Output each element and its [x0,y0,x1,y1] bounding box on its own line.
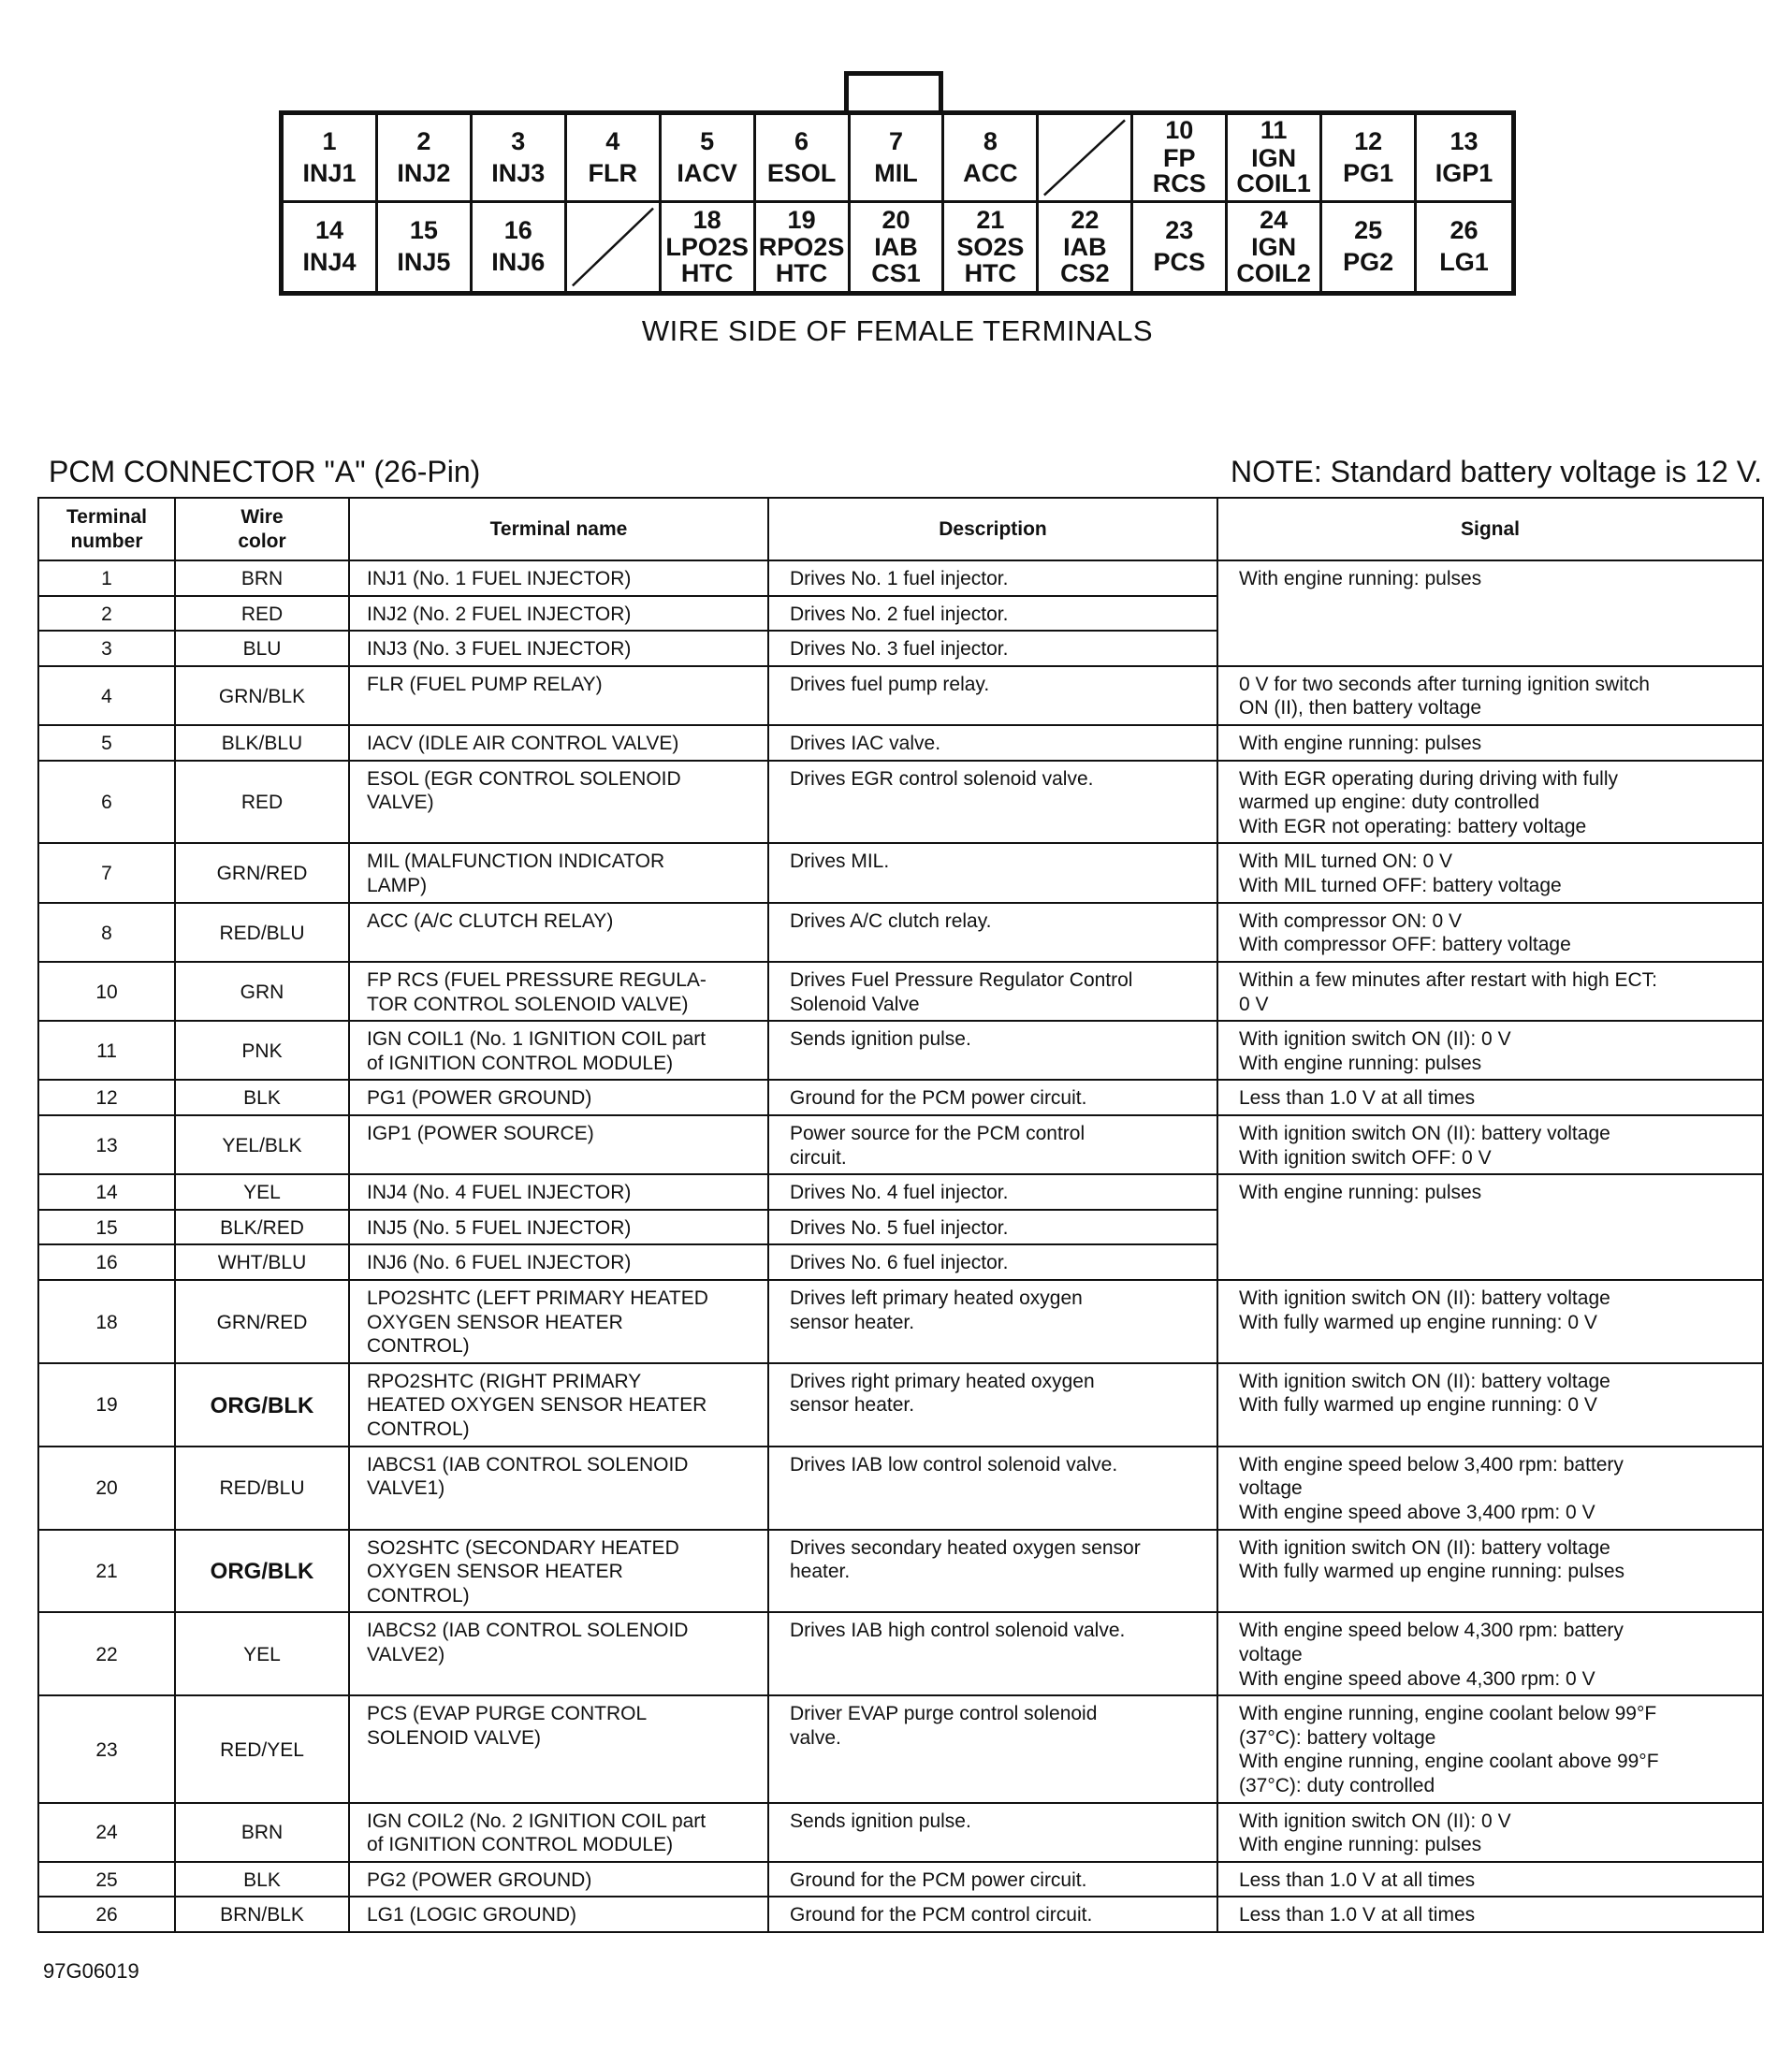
pin-number: 6 [794,126,809,155]
pin-number: 19 [787,205,816,234]
terminal-name: IACV (IDLE AIR CONTROL VALVE) [349,725,768,761]
terminal-name: SO2SHTC (SECONDARY HEATED OXYGEN SENSOR HEATER CONTROL) [349,1530,768,1613]
connector-pin [473,203,567,291]
terminal-name: RPO2SHTC (RIGHT PRIMARY HEATED OXYGEN SENSOR HEATER CONTROL) [349,1363,768,1447]
terminal-number: 14 [38,1174,175,1210]
signal: With ignition switch ON (II): battery voltage With fully warmed up engine running: pulses [1217,1530,1763,1613]
wire-color: BRN/BLK [175,1897,349,1932]
connector-pin [1322,203,1417,291]
wire-color: GRN/RED [175,1280,349,1363]
pin-number: 12 [1354,126,1383,155]
connector-pin [1228,203,1322,291]
wire-color: BLU [175,631,349,666]
terminal-description: Drives left primary heated oxygen sensor heater. [768,1280,1217,1363]
terminal-name: ACC (A/C CLUTCH RELAY) [349,903,768,962]
terminal-name: FLR (FUEL PUMP RELAY) [349,666,768,725]
terminal-number: 3 [38,631,175,666]
terminal-name: ESOL (EGR CONTROL SOLENOID VALVE) [349,761,768,844]
terminal-description: Drives fuel pump relay. [768,666,1217,725]
terminal-number: 18 [38,1280,175,1363]
terminal-number: 16 [38,1244,175,1280]
table-row [38,1021,1763,1080]
table-row [38,1280,1763,1363]
terminal-name: MIL (MALFUNCTION INDICATOR LAMP) [349,843,768,902]
connector-pin [944,115,1039,203]
terminal-number: 25 [38,1862,175,1897]
signal: With engine running: pulses [1217,560,1763,666]
terminal-description: Drives No. 5 fuel injector. [768,1210,1217,1245]
signal: Less than 1.0 V at all times [1217,1862,1763,1897]
terminal-description: Drives Fuel Pressure Regulator Control Solenoid Valve [768,962,1217,1021]
wire-color: RED/BLU [175,1447,349,1530]
table-row [38,1862,1763,1897]
wire-color: YEL/BLK [175,1115,349,1174]
connector-pin [756,115,851,203]
header-description: Description [768,498,1217,560]
wire-color: RED/YEL [175,1695,349,1802]
connector-pin [662,203,756,291]
terminal-name: IGN COIL1 (No. 1 IGNITION COIL part of IGNITION CONTROL MODULE) [349,1021,768,1080]
wire-color: RED [175,761,349,844]
connector-caption: WIRE SIDE OF FEMALE TERMINALS [641,314,1154,347]
terminal-name: INJ4 (No. 4 FUEL INJECTOR) [349,1174,768,1210]
table-row [38,1115,1763,1174]
pin-number: 5 [700,126,715,155]
pin-number: 14 [314,216,343,245]
unused-pin-slash [567,203,659,291]
pin-number: 11 [1260,116,1288,145]
terminal-name: INJ1 (No. 1 FUEL INJECTOR) [349,560,768,596]
signal: Within a few minutes after restart with high ECT: 0 V [1217,962,1763,1021]
terminal-description: Drives IAC valve. [768,725,1217,761]
terminal-description: Sends ignition pulse. [768,1803,1217,1862]
terminal-number: 21 [38,1530,175,1613]
terminal-number: 6 [38,761,175,844]
signal: With engine running: pulses [1217,1174,1763,1280]
terminal-name: LPO2SHTC (LEFT PRIMARY HEATED OXYGEN SENSOR HEATER CONTROL) [349,1280,768,1363]
connector-pin [284,203,378,291]
pin-name: INJ5 [397,248,451,276]
pin-number: 26 [1450,216,1479,245]
connector-pin [1417,203,1511,291]
wire-color: ORG/BLK [175,1530,349,1613]
wire-color: PNK [175,1021,349,1080]
terminal-number: 22 [38,1612,175,1695]
table-row [38,903,1763,962]
pin-name: PG1 [1343,158,1394,187]
signal: With ignition switch ON (II): battery voltage With fully warmed up engine running: 0 V [1217,1280,1763,1363]
signal: With ignition switch ON (II): battery voltage With ignition switch OFF: 0 V [1217,1115,1763,1174]
terminal-number: 24 [38,1803,175,1862]
signal: With ignition switch ON (II): battery voltage With fully warmed up engine running: 0 V [1217,1363,1763,1447]
terminal-number: 5 [38,725,175,761]
terminal-description: Drives IAB low control solenoid valve. [768,1447,1217,1530]
terminal-number: 7 [38,843,175,902]
wire-color: RED [175,596,349,632]
terminal-name: INJ5 (No. 5 FUEL INJECTOR) [349,1210,768,1245]
wire-color: BLK/RED [175,1210,349,1245]
signal: With engine speed below 4,300 rpm: battery voltage With engine speed above 4,300 rpm: 0 V [1217,1612,1763,1695]
wire-color: YEL [175,1174,349,1210]
pin-name: SO2S HTC [956,233,1025,287]
signal: Less than 1.0 V at all times [1217,1080,1763,1115]
wire-color: BRN [175,560,349,596]
terminal-number: 4 [38,666,175,725]
wire-color: WHT/BLU [175,1244,349,1280]
figure-id: 97G06019 [43,1959,139,1983]
wire-color: BLK [175,1080,349,1115]
wire-color: YEL [175,1612,349,1695]
pin-name: IAB CS2 [1060,233,1110,287]
pin-number: 16 [503,216,532,245]
pin-number: 10 [1165,116,1194,145]
table-row [38,560,1763,596]
table-row [38,1174,1763,1210]
terminal-description: Drives No. 4 fuel injector. [768,1174,1217,1210]
table-row [38,666,1763,725]
table-row [38,1363,1763,1447]
table-row [38,1897,1763,1932]
terminal-name: PG1 (POWER GROUND) [349,1080,768,1115]
pin-number: 3 [511,126,526,155]
terminal-name: FP RCS (FUEL PRESSURE REGULA- TOR CONTROL SOLENOID VALVE) [349,962,768,1021]
table-row [38,1803,1763,1862]
pin-name: FP RCS [1152,143,1206,198]
pin-number: 13 [1450,126,1479,155]
wire-color: GRN/BLK [175,666,349,725]
pin-name: PCS [1153,248,1206,276]
terminal-name: IABCS2 (IAB CONTROL SOLENOID VALVE2) [349,1612,768,1695]
signal: With ignition switch ON (II): 0 V With engine running: pulses [1217,1021,1763,1080]
pin-name: INJ3 [491,158,546,187]
pin-number: 25 [1354,216,1383,245]
connector-diagram [279,110,1516,296]
table-row [38,1612,1763,1695]
pin-name: PG2 [1343,248,1394,276]
connector-pin [944,203,1039,291]
header-wire-color: Wire color [175,498,349,560]
pin-name: INJ4 [302,248,357,276]
connector-pin [662,115,756,203]
wire-color: BLK [175,1862,349,1897]
connector-pin [1039,203,1133,291]
pin-number: 8 [983,126,998,155]
terminal-name: INJ2 (No. 2 FUEL INJECTOR) [349,596,768,632]
wire-color: ORG/BLK [175,1363,349,1447]
pin-name: INJ6 [491,248,546,276]
connector-pin [567,115,662,203]
terminal-description: Power source for the PCM control circuit. [768,1115,1217,1174]
pin-name: MIL [874,158,918,187]
connector-pin-empty [567,203,662,291]
pin-name: INJ1 [302,158,357,187]
signal: With MIL turned ON: 0 V With MIL turned OFF: battery voltage [1217,843,1763,902]
terminal-number: 10 [38,962,175,1021]
table-row [38,1530,1763,1613]
connector-pin [756,203,851,291]
terminal-description: Ground for the PCM control circuit. [768,1897,1217,1932]
terminal-description: Drives A/C clutch relay. [768,903,1217,962]
unused-pin-slash [1039,115,1130,200]
table-title: PCM CONNECTOR "A" (26-Pin) [49,455,481,488]
pin-number: 23 [1165,216,1194,245]
table-row [38,1447,1763,1530]
pin-name: ACC [963,158,1018,187]
table-body [38,560,1763,1932]
connector-pin [851,115,945,203]
terminal-number: 23 [38,1695,175,1802]
wire-color: BLK/BLU [175,725,349,761]
terminal-number: 19 [38,1363,175,1447]
terminal-number: 1 [38,560,175,596]
terminal-description: Ground for the PCM power circuit. [768,1862,1217,1897]
header-signal: Signal [1217,498,1763,560]
connector-pin-empty [1039,115,1133,203]
terminal-description: Drives No. 3 fuel injector. [768,631,1217,666]
terminal-name: LG1 (LOGIC GROUND) [349,1897,768,1932]
connector-pin [1322,115,1417,203]
connector-pin [1133,115,1228,203]
pin-number: 20 [881,205,911,234]
terminal-number: 2 [38,596,175,632]
pin-name: ESOL [766,158,837,187]
signal: With ignition switch ON (II): 0 V With engine running: pulses [1217,1803,1763,1862]
voltage-note: NOTE: Standard battery voltage is 12 V. [1230,455,1762,488]
connector-pin [1417,115,1511,203]
table-row [38,962,1763,1021]
connector-pin [1228,115,1322,203]
pin-name: FLR [588,158,637,187]
terminal-description: Drives EGR control solenoid valve. [768,761,1217,844]
signal: With compressor ON: 0 V With compressor OFF: battery voltage [1217,903,1763,962]
connector-pin [378,203,473,291]
table-row [38,1080,1763,1115]
terminal-name: IGP1 (POWER SOURCE) [349,1115,768,1174]
pin-name: LPO2S HTC [665,233,749,287]
terminal-number: 20 [38,1447,175,1530]
pin-number: 22 [1071,205,1100,234]
terminal-description: Drives No. 2 fuel injector. [768,596,1217,632]
signal: With engine running: pulses [1217,725,1763,761]
wire-color: GRN [175,962,349,1021]
pin-name: INJ2 [397,158,451,187]
pin-name: IGN COIL1 [1236,143,1311,198]
connector-pin [284,115,378,203]
terminal-name: PCS (EVAP PURGE CONTROL SOLENOID VALVE) [349,1695,768,1802]
terminal-description: Drives MIL. [768,843,1217,902]
terminal-description: Drives secondary heated oxygen sensor heater. [768,1530,1217,1613]
pin-name: IGP1 [1435,158,1493,187]
signal: Less than 1.0 V at all times [1217,1897,1763,1932]
header-terminal-name: Terminal name [349,498,768,560]
pin-number: 18 [692,205,721,234]
signal: With engine running, engine coolant below 99°F (37°C): battery voltage With engine running, engine coolant above 99°F (37°C): duty controlled [1217,1695,1763,1802]
pin-number: 21 [976,205,1005,234]
signal: With EGR operating during driving with fully warmed up engine: duty controlled With EGR not operating: battery voltage [1217,761,1763,844]
pin-name: IGN COIL2 [1236,233,1311,287]
connector-latch-tab [844,71,943,114]
table-row [38,843,1763,902]
table-header-row [38,498,1763,560]
terminal-description: Drives IAB high control solenoid valve. [768,1612,1217,1695]
terminal-number: 8 [38,903,175,962]
connector-pin [378,115,473,203]
pin-number: 15 [409,216,438,245]
terminal-name: PG2 (POWER GROUND) [349,1862,768,1897]
signal: 0 V for two seconds after turning ignition switch ON (II), then battery voltage [1217,666,1763,725]
pin-name: IACV [677,158,737,187]
terminal-description: Drives No. 1 fuel injector. [768,560,1217,596]
wire-color: BRN [175,1803,349,1862]
terminal-name: INJ3 (No. 3 FUEL INJECTOR) [349,631,768,666]
pin-name: LG1 [1439,248,1489,276]
terminal-number: 11 [38,1021,175,1080]
pin-number: 24 [1260,205,1289,234]
table-row [38,761,1763,844]
terminal-description: Sends ignition pulse. [768,1021,1217,1080]
connector-pin [851,203,945,291]
table-row [38,1695,1763,1802]
table-row [38,725,1763,761]
connector-pin [1133,203,1228,291]
terminal-name: INJ6 (No. 6 FUEL INJECTOR) [349,1244,768,1280]
pin-number: 2 [416,126,431,155]
terminal-description: Drives No. 6 fuel injector. [768,1244,1217,1280]
terminal-number: 15 [38,1210,175,1245]
terminal-number: 13 [38,1115,175,1174]
pin-name: RPO2S HTC [758,233,845,287]
wire-color: RED/BLU [175,903,349,962]
terminal-description: Drives right primary heated oxygen sensor heater. [768,1363,1217,1447]
pin-table [37,497,1764,1933]
terminal-name: IGN COIL2 (No. 2 IGNITION COIL part of IGNITION CONTROL MODULE) [349,1803,768,1862]
pin-name: IAB CS1 [871,233,921,287]
pin-number: 4 [605,126,620,155]
terminal-name: IABCS1 (IAB CONTROL SOLENOID VALVE1) [349,1447,768,1530]
signal: With engine speed below 3,400 rpm: battery voltage With engine speed above 3,400 rpm: 0 V [1217,1447,1763,1530]
wire-color: GRN/RED [175,843,349,902]
terminal-description: Driver EVAP purge control solenoid valve. [768,1695,1217,1802]
terminal-description: Ground for the PCM power circuit. [768,1080,1217,1115]
pin-number: 7 [888,126,903,155]
pin-number: 1 [322,126,337,155]
header-terminal-number: Terminal number [38,498,175,560]
terminal-number: 12 [38,1080,175,1115]
connector-pin [473,115,567,203]
terminal-number: 26 [38,1897,175,1932]
